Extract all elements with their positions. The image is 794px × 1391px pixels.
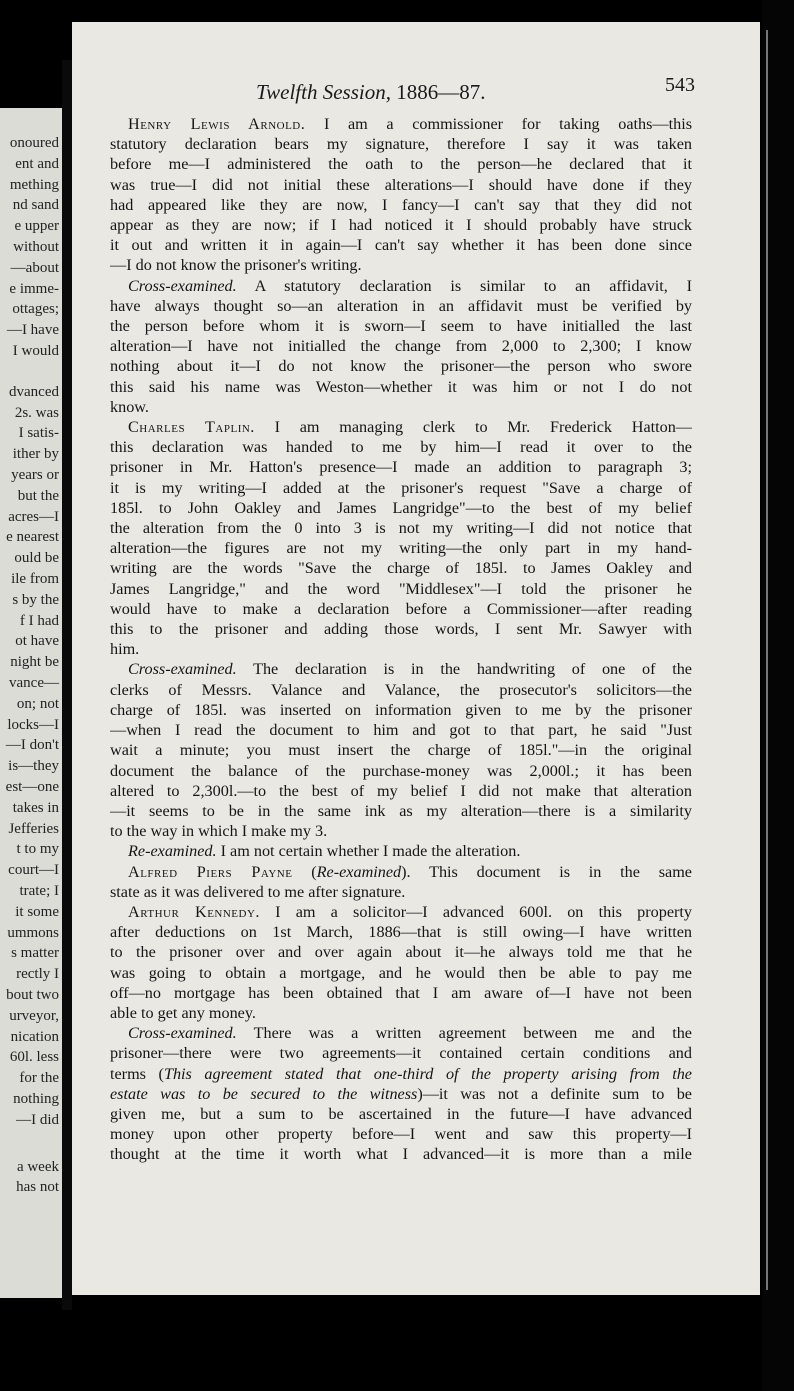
text-line bbox=[110, 114, 692, 134]
text-line bbox=[110, 781, 692, 801]
line-text: the person before whom it is sworn—I seem to have initialled the last bbox=[110, 317, 692, 336]
line-text: the alteration from the 0 into 3 is not my writing—I did not notice that bbox=[110, 519, 692, 538]
text-line bbox=[110, 902, 692, 922]
left-margin-fragment: e nearest bbox=[6, 529, 59, 546]
line-text: ). This document is in the same bbox=[401, 862, 692, 881]
left-margin-fragment: ould be bbox=[14, 550, 59, 567]
speaker-name: Charles Taplin. bbox=[128, 418, 255, 437]
left-margin-fragment: on; not bbox=[16, 695, 59, 712]
line-text: off—no mortgage has been obtained that I am aware of—I have not been bbox=[110, 983, 692, 1002]
left-margin-fragment: court—I bbox=[8, 862, 59, 879]
text-line bbox=[110, 1003, 692, 1023]
line-text: him. bbox=[110, 640, 140, 659]
left-margin-fragment: ile from bbox=[11, 571, 59, 587]
left-margin-fragment: s by the bbox=[12, 591, 59, 608]
text-line bbox=[110, 558, 692, 578]
line-text: have always thought so—an alteration in an affidavit must be verified by bbox=[110, 296, 692, 315]
line-text: —it seems to be in the same ink as my alteration—there is a similarity bbox=[110, 801, 692, 820]
italic-text: estate was to be secured to the witness bbox=[110, 1084, 418, 1103]
line-text: to the way in which I make my 3. bbox=[110, 822, 328, 841]
text-line bbox=[110, 1023, 692, 1043]
line-text: before me—I administered the oath to the person—he declared that it bbox=[110, 155, 692, 174]
line-text: this declaration was handed to me by him—I read it over to the bbox=[110, 438, 692, 457]
line-text: it is my writing—I added at the prisoner's request "Save a charge of bbox=[110, 478, 692, 497]
left-margin-fragment: dvanced bbox=[9, 383, 59, 400]
text-line bbox=[110, 417, 692, 437]
text-line bbox=[110, 882, 692, 902]
line-text: to the prisoner over and over again about it—he always told me that he bbox=[110, 943, 692, 962]
line-text: was true—I did not initial these alterations—I should have done if they bbox=[110, 175, 692, 194]
left-margin-fragment: urveyor, bbox=[9, 1007, 59, 1024]
text-line bbox=[110, 1124, 692, 1144]
left-page-fragment bbox=[0, 108, 62, 1298]
line-text: I am a commissioner for taking oaths—this bbox=[305, 115, 692, 133]
text-line bbox=[110, 963, 692, 983]
left-margin-fragment: without bbox=[13, 239, 59, 255]
line-text: this said his name was Weston—whether it was him or not I do not bbox=[110, 377, 692, 396]
line-text: given me, but a sum to be ascertained in the future—I have advanced bbox=[110, 1104, 692, 1123]
text-line bbox=[110, 134, 692, 154]
text-line bbox=[110, 700, 692, 720]
text-line bbox=[110, 437, 692, 457]
text-line bbox=[110, 801, 692, 821]
left-margin-fragment: I would bbox=[12, 343, 59, 359]
left-margin-fragment: 2s. was bbox=[14, 404, 59, 421]
text-line bbox=[110, 235, 692, 255]
text-line bbox=[110, 841, 692, 861]
left-margin-fragment: it some bbox=[15, 903, 59, 920]
page-body bbox=[110, 114, 692, 1165]
line-text: I am not certain whether I made the alteration. bbox=[216, 842, 521, 861]
text-line bbox=[110, 518, 692, 538]
text-line bbox=[110, 498, 692, 518]
line-text: writing are the words "Save the charge of 185l. to James Oakley and bbox=[110, 559, 692, 578]
line-text: was going to obtain a mortgage, and he would then be able to pay me bbox=[110, 963, 692, 982]
left-margin-fragment: —I don't bbox=[5, 737, 59, 754]
left-margin-fragment: is—they bbox=[8, 758, 59, 775]
line-text: money upon other property before—I went and saw this property—I bbox=[110, 1125, 692, 1144]
text-line bbox=[110, 740, 692, 760]
left-margin-fragment: takes in bbox=[12, 799, 59, 816]
text-line bbox=[110, 457, 692, 477]
text-line bbox=[110, 599, 692, 619]
line-text: 185l. to John Oakley and James Langridge"—to the best of my belief bbox=[110, 498, 692, 517]
italic-text: Cross-examined. bbox=[128, 276, 237, 295]
left-margin-fragment: nothing bbox=[13, 1091, 59, 1107]
left-margin-fragment: ot have bbox=[15, 633, 59, 650]
text-line bbox=[110, 276, 692, 296]
text-line bbox=[110, 356, 692, 376]
left-margin-fragment: mething bbox=[9, 176, 59, 193]
text-line bbox=[110, 1064, 692, 1084]
text-line bbox=[110, 195, 692, 215]
line-text: charge of 185l. was inserted on information given to me by the prisoner bbox=[110, 700, 692, 719]
text-line bbox=[110, 761, 692, 781]
text-line bbox=[110, 821, 692, 841]
left-margin-fragment: nication bbox=[10, 1028, 59, 1045]
italic-text: Cross-examined. bbox=[128, 660, 237, 679]
line-text: thought at the time it worth what I advanced—it is more than a mile bbox=[110, 1145, 692, 1164]
text-line bbox=[110, 1104, 692, 1124]
line-text: prisoner—there were two agreements—it contained certain conditions and bbox=[110, 1044, 692, 1063]
left-margin-fragment: Jefferies bbox=[8, 820, 59, 837]
text-line bbox=[110, 659, 692, 679]
left-margin-fragment: est—one bbox=[5, 779, 59, 795]
left-margin-fragment: ummons bbox=[7, 924, 59, 941]
line-text: able to get any money. bbox=[110, 1003, 256, 1022]
line-text: alteration—the figures are not my writing—the only part in my hand- bbox=[110, 539, 692, 558]
left-margin-fragment: bout two bbox=[6, 987, 59, 1003]
italic-text: Re-examined. bbox=[128, 842, 217, 861]
italic-text: This agreement stated that one-third of the property arising from the bbox=[163, 1064, 692, 1083]
session-title: Twelfth Session, bbox=[256, 80, 391, 104]
session-years: 1886—87. bbox=[396, 80, 486, 104]
text-line bbox=[110, 720, 692, 740]
left-margin-fragment: vance— bbox=[9, 675, 59, 691]
line-text: clerks of Messrs. Valance and Valance, the prosecutor's solicitors—the bbox=[110, 680, 692, 699]
left-margin-fragment: ent and bbox=[15, 155, 59, 172]
left-margin-fragment: locks—I bbox=[7, 716, 59, 733]
page-number: 543 bbox=[665, 74, 695, 96]
left-margin-fragment: nd sand bbox=[12, 197, 59, 214]
line-text: would have to make a declaration before a Commissioner—after reading bbox=[110, 599, 692, 618]
line-text: James Langridge," and the word "Middlesex"—I told the prisoner he bbox=[110, 579, 692, 598]
line-text: prisoner in Mr. Hatton's presence—I made an addition to paragraph 3; bbox=[110, 458, 692, 477]
left-margin-fragment: ottages; bbox=[12, 301, 59, 318]
text-line bbox=[110, 296, 692, 316]
left-margin-fragment: e imme- bbox=[9, 280, 59, 297]
text-line bbox=[110, 175, 692, 195]
left-margin-fragment: rectly I bbox=[16, 966, 59, 983]
left-margin-fragment: has not bbox=[16, 1179, 59, 1196]
line-text: know. bbox=[110, 397, 149, 416]
line-text: it out and written it in again—I can't say whether it has been done since bbox=[110, 236, 692, 255]
line-text: after deductions on 1st March, 1886—that is still owing—I have written bbox=[110, 923, 692, 942]
left-margin-fragment: years or bbox=[11, 467, 59, 483]
line-text: altered to 2,300l.—to the best of my belief I did not make that alteration bbox=[110, 781, 692, 800]
line-text: ( bbox=[292, 862, 317, 881]
left-margin-fragment: onoured bbox=[9, 135, 59, 151]
text-line bbox=[110, 579, 692, 599]
text-line bbox=[110, 255, 692, 275]
line-text: appear as they are now; if I had noticed it I should probably have struck bbox=[110, 216, 692, 235]
line-text: I am a solicitor—I advanced 600l. on this property bbox=[259, 902, 692, 921]
text-line bbox=[110, 316, 692, 336]
line-text: had appeared like they are now, I fancy—I can't say that they did not bbox=[110, 195, 692, 214]
text-line bbox=[110, 1043, 692, 1063]
book-gutter bbox=[62, 60, 72, 1310]
left-margin-fragment: —I did bbox=[16, 1111, 59, 1128]
text-line bbox=[110, 154, 692, 174]
left-margin-fragment: s matter bbox=[11, 945, 59, 962]
text-line bbox=[110, 336, 692, 356]
line-text: nothing about it—I do not know the prisoner—the person who swore bbox=[110, 357, 692, 376]
left-margin-fragment: e upper bbox=[14, 218, 59, 235]
left-margin-fragment: t to my bbox=[16, 841, 59, 858]
text-line bbox=[110, 1144, 692, 1164]
text-line bbox=[110, 1084, 692, 1104]
speaker-name: Henry Lewis Arnold. bbox=[128, 115, 306, 133]
left-margin-fragment: —about bbox=[10, 259, 59, 276]
left-margin-fragment: —I have bbox=[6, 322, 59, 339]
left-margin-fragment: trate; I bbox=[19, 883, 59, 899]
text-line bbox=[110, 639, 692, 659]
left-margin-fragment: f I had bbox=[19, 612, 59, 629]
line-text: I am managing clerk to Mr. Frederick Hatton— bbox=[254, 418, 692, 437]
line-text: terms ( bbox=[110, 1064, 164, 1083]
line-text: alteration—I have not initialled the change from 2,000 to 2,300; I know bbox=[110, 337, 692, 356]
left-margin-fragment: night be bbox=[10, 654, 59, 671]
line-text: this to the prisoner and adding those words, I sent Mr. Sawyer with bbox=[110, 620, 692, 639]
speaker-name: Alfred Piers Payne bbox=[128, 862, 293, 881]
text-line bbox=[110, 478, 692, 498]
text-line bbox=[110, 862, 692, 882]
running-title bbox=[256, 80, 485, 105]
text-line bbox=[110, 215, 692, 235]
left-margin-fragment: ither by bbox=[12, 446, 59, 463]
scan-border bbox=[762, 0, 794, 1391]
text-line bbox=[110, 680, 692, 700]
line-text: —when I read the document to him and got to that part, he said "Just bbox=[110, 721, 692, 740]
text-line bbox=[110, 397, 692, 417]
line-text: state as it was delivered to me after signature. bbox=[110, 882, 406, 901]
text-line bbox=[110, 922, 692, 942]
speaker-name: Arthur Kennedy. bbox=[128, 902, 260, 921]
text-line bbox=[110, 619, 692, 639]
line-text: )—it was not a definite sum to be bbox=[417, 1084, 692, 1103]
text-line bbox=[110, 942, 692, 962]
line-text: A statutory declaration is similar to an affidavit, I bbox=[236, 276, 692, 295]
text-line bbox=[110, 377, 692, 397]
page-header bbox=[72, 74, 760, 110]
left-margin-fragment: for the bbox=[19, 1070, 59, 1087]
left-margin-fragment: but the bbox=[17, 487, 59, 504]
line-text: There was a written agreement between me and the bbox=[236, 1024, 692, 1043]
scan-edge bbox=[766, 30, 768, 1290]
text-line bbox=[110, 538, 692, 558]
left-margin-fragment: acres—I bbox=[8, 508, 59, 525]
left-margin-fragment: 60l. less bbox=[9, 1049, 59, 1066]
book-page bbox=[72, 22, 760, 1295]
line-text: statutory declaration bears my signature, therefore I say it was taken bbox=[110, 135, 692, 154]
line-text: document the balance of the purchase-money was 2,000l.; it has been bbox=[110, 761, 692, 780]
line-text: —I do not know the prisoner's writing. bbox=[110, 256, 362, 275]
italic-text: Re-examined bbox=[316, 862, 402, 881]
line-text: The declaration is in the handwriting of one of the bbox=[236, 660, 692, 679]
line-text: wait a minute; you must insert the charge of 185l."—in the original bbox=[110, 741, 692, 760]
italic-text: Cross-examined. bbox=[128, 1024, 237, 1043]
left-margin-fragment: a week bbox=[16, 1158, 59, 1175]
left-margin-fragment: I satis- bbox=[18, 425, 59, 442]
text-line bbox=[110, 983, 692, 1003]
